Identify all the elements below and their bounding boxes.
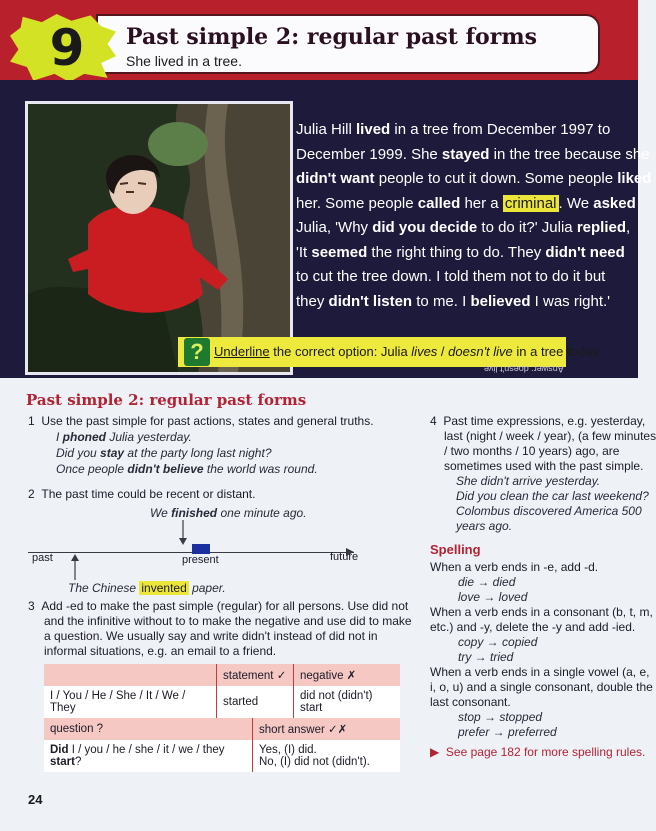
table-header-question: question ?: [50, 723, 104, 735]
table-header-row: [44, 664, 400, 686]
table-row: [44, 740, 400, 772]
section-title: Past simple 2: regular past forms: [26, 391, 307, 409]
quiz-text: Underline the correct option: Julia lives / doesn't live in a tree today.: [214, 344, 602, 359]
spelling-example: prefer → preferred: [458, 725, 557, 739]
rule-3: 3 Add -ed to make the past simple (regular) for all persons. Use did not: [28, 599, 409, 613]
rule-1-example: I phoned Julia yesterday.: [56, 430, 192, 444]
spelling-rule: last consonant.: [430, 695, 511, 709]
quiz-option-lives[interactable]: lives: [411, 344, 438, 359]
spelling-title: Spelling: [430, 542, 481, 557]
rule-3-line: and the infinitive without to to make the negative and use did to make: [44, 614, 412, 628]
photo-illustration: [28, 104, 290, 372]
story-line: December 1999. She stayed in the tree because she: [296, 145, 650, 163]
rule-4-example: She didn't arrive yesterday.: [456, 474, 601, 488]
rule-1-example: Did you stay at the party long last night?: [56, 446, 272, 460]
rule-1-example: Once people didn't believe the world was round.: [56, 462, 318, 476]
story-line: to cut the tree down. I told them not to do it but: [296, 268, 606, 285]
highlighted-word: criminal: [504, 194, 557, 212]
rule-4-line: sometimes used with the past simple.: [444, 459, 644, 473]
table-header-row: [44, 718, 400, 740]
unit-number: 9: [49, 19, 85, 77]
rule-3-line: a question. We usually say and write didn't instead of did not in: [44, 629, 378, 643]
table-header-negative: negative ✗: [294, 664, 401, 686]
table-row: [44, 686, 400, 718]
table-cell-question: Did I / you / he / she / it / we / they start?: [50, 744, 225, 768]
arrow-down-icon: [176, 520, 190, 546]
question-icon: ?: [184, 338, 210, 366]
spelling-rule: i, o, u) and a single consonant, double the: [430, 680, 653, 694]
spelling-rule: When a verb ends in -e, add -d.: [430, 560, 599, 574]
page-number: 24: [28, 792, 43, 807]
table-header-cell: [44, 664, 217, 686]
rule-2-example-2: The Chinese invented paper.: [68, 581, 226, 595]
story-text: [296, 118, 652, 314]
story-line: her. Some people called her a criminal . We asked: [296, 194, 636, 212]
rule-3-line: informal situations, e.g. an email to a friend.: [44, 644, 277, 658]
table-header-short-answer: short answer ✓✗: [253, 718, 401, 740]
timeline-future-label: future: [330, 551, 359, 563]
timeline-present-label: present: [182, 554, 219, 566]
rule-4: 4 Past time expressions, e.g. yesterday,: [430, 414, 646, 428]
affirmative-negative-table: [44, 664, 400, 718]
spelling-rule: When a verb ends in a single vowel (a, e,: [430, 665, 650, 679]
arrow-up-icon: [68, 554, 82, 580]
rule-1: 1 Use the past simple for past actions, states and general truths.: [28, 414, 374, 428]
julia-tree-photo: [28, 104, 290, 372]
spelling-example: stop → stopped: [458, 710, 543, 724]
story-line: Julia Hill lived in a tree from December 1997 to: [296, 121, 611, 138]
see-page-link[interactable]: ▶ See page 182 for more spelling rules.: [430, 745, 646, 759]
unit-title: Past simple 2: regular past forms: [126, 24, 537, 50]
story-line: they didn't listen to me. I believed I was right.': [296, 292, 611, 310]
table-cell-short-answer: Yes, (I) did. No, (I) did not (didn't).: [253, 740, 401, 772]
spelling-rule: When a verb ends in a consonant (b, t, m,: [430, 605, 653, 619]
spelling-example: love → loved: [458, 590, 528, 604]
table-header-statement: statement ✓: [217, 664, 294, 686]
quiz-answer-upside-down: Answer: doesn't live: [484, 364, 564, 374]
rule-4-line: last (night / week / year), (a few minutes: [444, 429, 656, 443]
story-line: 'It seemed the right thing to do. They didn't need: [296, 243, 625, 261]
triangle-right-icon: ▶: [430, 745, 440, 759]
spelling-example: try → tried: [458, 650, 514, 664]
rule-4-example: Did you clean the car last weekend?: [456, 489, 649, 503]
rule-4-line: / two months / 10 years) ago, are: [444, 444, 620, 458]
story-line: didn't want people to cut it down. Some people liked: [296, 170, 652, 187]
rule-2-example: We finished one minute ago.: [150, 506, 307, 520]
question-short-answer-table: [44, 718, 400, 772]
spelling-example: copy → copied: [458, 635, 538, 649]
rule-4-example: Colombus discovered America 500: [456, 504, 642, 518]
unit-subtitle: She lived in a tree.: [126, 53, 242, 69]
rule-2: 2 The past time could be recent or distant.: [28, 487, 256, 501]
story-line: Julia, 'Why did you decide to do it?' Julia replied,: [296, 219, 631, 236]
timeline-past-label: past: [32, 552, 53, 564]
table-cell-negative: did not (didn't) start: [294, 686, 401, 718]
rule-4-example: years ago.: [456, 519, 513, 533]
spelling-rule: etc.) and -y, delete the -y and add -ied.: [430, 620, 636, 634]
table-cell-statement: started: [217, 686, 294, 718]
table-cell-persons: I / You / He / She / It / We / They: [50, 690, 186, 714]
spelling-example: die → died: [458, 575, 516, 589]
quiz-option-doesnt-live[interactable]: doesn't live: [448, 344, 513, 359]
